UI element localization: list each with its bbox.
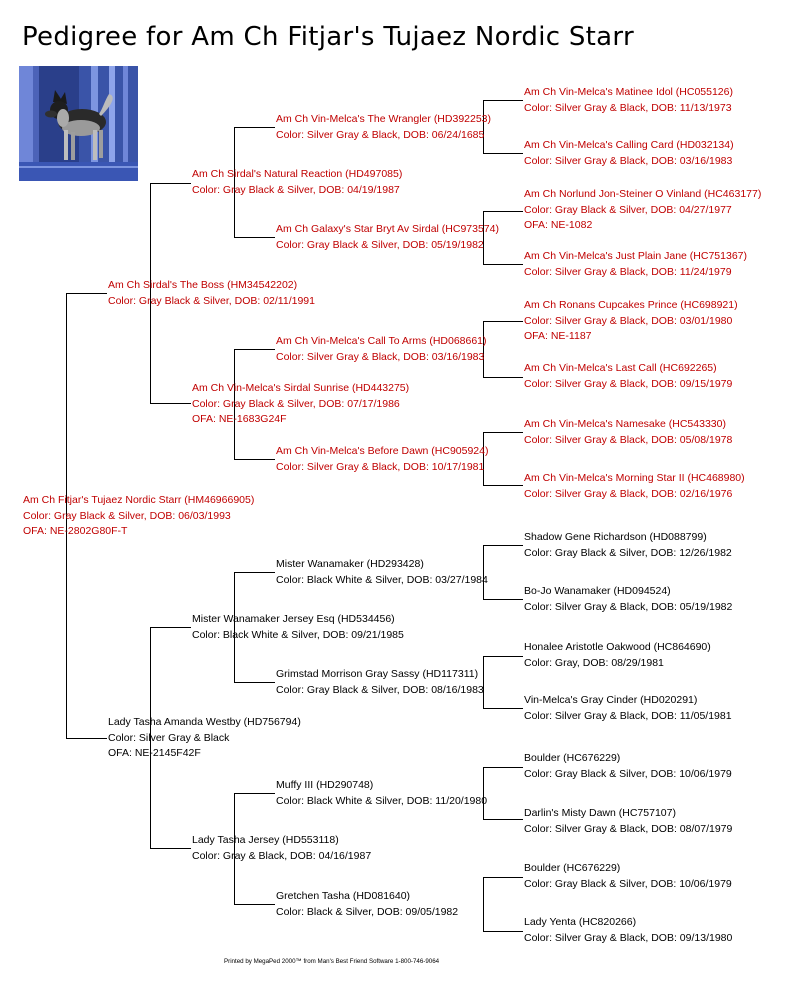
pedigree-color-text: Color: Black White & Silver, DOB: 09/21/1985 bbox=[192, 628, 404, 641]
pedigree-entry-ddss bbox=[524, 751, 732, 782]
pedigree-entry-dsdd bbox=[524, 693, 732, 724]
pedigree-ofa-text: OFA: NE-1683G24F bbox=[192, 413, 287, 426]
pedigree-color-text: Color: Gray Black & Silver, DOB: 08/16/1983 bbox=[276, 683, 484, 696]
pedigree-name-text: Am Ch Vin-Melca's Last Call (HC692265) bbox=[524, 362, 717, 374]
pedigree-color-text: Color: Gray Black & Silver, DOB: 12/26/1982 bbox=[524, 546, 732, 559]
pedigree-name-text: Lady Tasha Amanda Westby (HD756794) bbox=[108, 716, 301, 728]
pedigree-color-text: Color: Black White & Silver, DOB: 03/27/1984 bbox=[276, 573, 488, 586]
pedigree-name-text: Shadow Gene Richardson (HD088799) bbox=[524, 531, 707, 543]
pedigree-entry-dam-dam bbox=[192, 833, 371, 864]
pedigree-entry-ssdd bbox=[524, 249, 747, 280]
footer-credit: Printed by MegaPed 2000™ from Man's Best Friend Software 1-800-746-9064 bbox=[224, 958, 440, 965]
pedigree-name-text: Am Ch Vin-Melca's Call To Arms (HD068661) bbox=[276, 335, 487, 347]
pedigree-color-text: Color: Silver Gray & Black, DOB: 11/13/1973 bbox=[524, 101, 732, 114]
pedigree-entry-dam bbox=[108, 715, 301, 762]
pedigree-color-text: Color: Silver Gray & Black, DOB: 10/17/1981 bbox=[276, 460, 485, 473]
pedigree-name-text: Am Ch Norlund Jon-Steiner O Vinland (HC463177) bbox=[524, 188, 762, 200]
pedigree-name-text: Am Ch Fitjar's Tujaez Nordic Starr (HM46966905) bbox=[23, 494, 255, 506]
pedigree-name-text: Am Ch Sirdal's The Boss (HM34542202) bbox=[108, 279, 298, 291]
pedigree-entry-sds bbox=[276, 334, 487, 365]
pedigree-name-text: Lady Tasha Jersey (HD553118) bbox=[192, 834, 339, 846]
pedigree-name-text: Am Ch Vin-Melca's Before Dawn (HC905924) bbox=[276, 445, 489, 457]
pedigree-color-text: Color: Silver Gray & Black, DOB: 05/19/1982 bbox=[524, 600, 733, 613]
pedigree-entry-ddsd bbox=[524, 806, 732, 837]
pedigree-color-text: Color: Silver Gray & Black, DOB: 09/13/1980 bbox=[524, 931, 733, 944]
pedigree-entry-sire-dam bbox=[192, 381, 409, 428]
pedigree-name-text: Am Ch Sirdal's Natural Reaction (HD497085) bbox=[192, 168, 403, 180]
pedigree-name-text: Am Ch Vin-Melca's The Wrangler (HD392253) bbox=[276, 113, 492, 125]
pedigree-entry-dss bbox=[276, 557, 488, 588]
pedigree-entry-dam-sire bbox=[192, 612, 404, 643]
pedigree-entry-ddd bbox=[276, 889, 458, 920]
pedigree-entry-ssd bbox=[276, 222, 499, 253]
pedigree-entry-dssd bbox=[524, 584, 732, 615]
pedigree-name-text: Am Ch Ronans Cupcakes Prince (HC698921) bbox=[524, 299, 738, 311]
pedigree-entry-ssds bbox=[524, 187, 761, 234]
pedigree-name-text: Grimstad Morrison Gray Sassy (HD117311) bbox=[276, 668, 479, 680]
pedigree-entry-sssd bbox=[524, 138, 734, 169]
pedigree-ofa-text: OFA: NE-1187 bbox=[524, 330, 592, 343]
pedigree-color-text: Color: Gray Black & Silver, DOB: 04/27/1977 bbox=[524, 203, 732, 216]
pedigree-name-text: Boulder (HC676229) bbox=[524, 752, 621, 764]
pedigree-ofa-text: OFA: NE-2802G80F-T bbox=[23, 525, 128, 538]
pedigree-entry-dsss bbox=[524, 530, 732, 561]
pedigree-name-text: Am Ch Vin-Melca's Sirdal Sunrise (HD443275) bbox=[192, 382, 410, 394]
pedigree-color-text: Color: Silver Gray & Black, DOB: 11/24/1979 bbox=[524, 265, 732, 278]
pedigree-entry-sire-sire bbox=[192, 167, 402, 198]
pedigree-color-text: Color: Silver Gray & Black, DOB: 02/16/1976 bbox=[524, 487, 733, 500]
pedigree-color-text: Color: Gray Black & Silver, DOB: 02/11/1991 bbox=[108, 294, 315, 307]
pedigree-color-text: Color: Gray Black & Silver, DOB: 10/06/1979 bbox=[524, 877, 732, 890]
pedigree-color-text: Color: Silver Gray & Black, DOB: 09/15/1979 bbox=[524, 377, 733, 390]
pedigree-color-text: Color: Gray, DOB: 08/29/1981 bbox=[524, 656, 664, 669]
pedigree-ofa-text: OFA: NE-2145F42F bbox=[108, 747, 201, 760]
pedigree-name-text: Darlin's Misty Dawn (HC757107) bbox=[524, 807, 676, 819]
pedigree-name-text: Boulder (HC676229) bbox=[524, 862, 621, 874]
pedigree-name-text: Am Ch Vin-Melca's Namesake (HC543330) bbox=[524, 418, 726, 430]
pedigree-name-text: Am Ch Vin-Melca's Just Plain Jane (HC751367) bbox=[524, 250, 747, 262]
pedigree-entry-sddd bbox=[524, 471, 745, 502]
pedigree-color-text: Color: Silver Gray & Black, DOB: 11/05/1981 bbox=[524, 709, 732, 722]
pedigree-color-text: Color: Gray & Black, DOB: 04/16/1987 bbox=[192, 849, 372, 862]
pedigree-entry-dsd bbox=[276, 667, 484, 698]
pedigree-entry-dsds bbox=[524, 640, 711, 671]
pedigree-entry-ssss bbox=[524, 85, 733, 116]
pedigree-entry-sdss bbox=[524, 298, 738, 345]
pedigree-ofa-text: OFA: NE-1082 bbox=[524, 219, 593, 232]
pedigree-name-text: Am Ch Vin-Melca's Matinee Idol (HC055126) bbox=[524, 86, 733, 98]
pedigree-name-text: Am Ch Vin-Melca's Morning Star II (HC468980) bbox=[524, 472, 745, 484]
pedigree-entry-sdds bbox=[524, 417, 732, 448]
pedigree-name-text: Vin-Melca's Gray Cinder (HD020291) bbox=[524, 694, 698, 706]
pedigree-name-text: Honalee Aristotle Oakwood (HC864690) bbox=[524, 641, 711, 653]
pedigree-name-text: Lady Yenta (HC820266) bbox=[524, 916, 637, 928]
pedigree-name-text: Bo-Jo Wanamaker (HD094524) bbox=[524, 585, 671, 597]
pedigree-entry-sdd bbox=[276, 444, 488, 475]
pedigree-name-text: Mister Wanamaker Jersey Esq (HD534456) bbox=[192, 613, 395, 625]
pedigree-entry-sss bbox=[276, 112, 491, 143]
pedigree-color-text: Color: Silver Gray & Black, DOB: 03/16/1983 bbox=[276, 350, 485, 363]
pedigree-entry-dds bbox=[276, 778, 487, 809]
pedigree-color-text: Color: Gray Black & Silver, DOB: 10/06/1979 bbox=[524, 767, 732, 780]
pedigree-name-text: Am Ch Vin-Melca's Calling Card (HD032134) bbox=[524, 139, 734, 151]
pedigree-name-text: Gretchen Tasha (HD081640) bbox=[276, 890, 411, 902]
pedigree-entry-dddd bbox=[524, 915, 732, 946]
pedigree-entry-ddds bbox=[524, 861, 732, 892]
pedigree-color-text: Color: Silver Gray & Black, DOB: 08/07/1979 bbox=[524, 822, 733, 835]
pedigree-color-text: Color: Black & Silver, DOB: 09/05/1982 bbox=[276, 905, 459, 918]
pedigree-name-text: Mister Wanamaker (HD293428) bbox=[276, 558, 424, 570]
pedigree-entry-sdsd bbox=[524, 361, 732, 392]
pedigree-color-text: Color: Black White & Silver, DOB: 11/20/1980 bbox=[276, 794, 488, 807]
pedigree-color-text: Color: Silver Gray & Black bbox=[108, 731, 230, 744]
pedigree-color-text: Color: Silver Gray & Black, DOB: 06/24/1685 bbox=[276, 128, 485, 141]
pedigree-color-text: Color: Silver Gray & Black, DOB: 03/16/1983 bbox=[524, 154, 733, 167]
pedigree-entry-sire bbox=[108, 278, 315, 309]
pedigree-color-text: Color: Silver Gray & Black, DOB: 05/08/1978 bbox=[524, 433, 733, 446]
pedigree-name-text: Am Ch Galaxy's Star Bryt Av Sirdal (HC973574) bbox=[276, 223, 499, 235]
page-title: Pedigree for Am Ch Fitjar's Tujaez Nordic Starr bbox=[22, 22, 634, 52]
pedigree-color-text: Color: Gray Black & Silver, DOB: 05/19/1982 bbox=[276, 238, 484, 251]
pedigree-entry-subject bbox=[23, 493, 254, 540]
pedigree-color-text: Color: Silver Gray & Black, DOB: 03/01/1980 bbox=[524, 314, 733, 327]
pedigree-color-text: Color: Gray Black & Silver, DOB: 06/03/1993 bbox=[23, 509, 231, 522]
pedigree-name-text: Muffy III (HD290748) bbox=[276, 779, 374, 791]
pedigree-color-text: Color: Gray Black & Silver, DOB: 07/17/1986 bbox=[192, 397, 400, 410]
pedigree-color-text: Color: Gray Black & Silver, DOB: 04/19/1987 bbox=[192, 183, 400, 196]
